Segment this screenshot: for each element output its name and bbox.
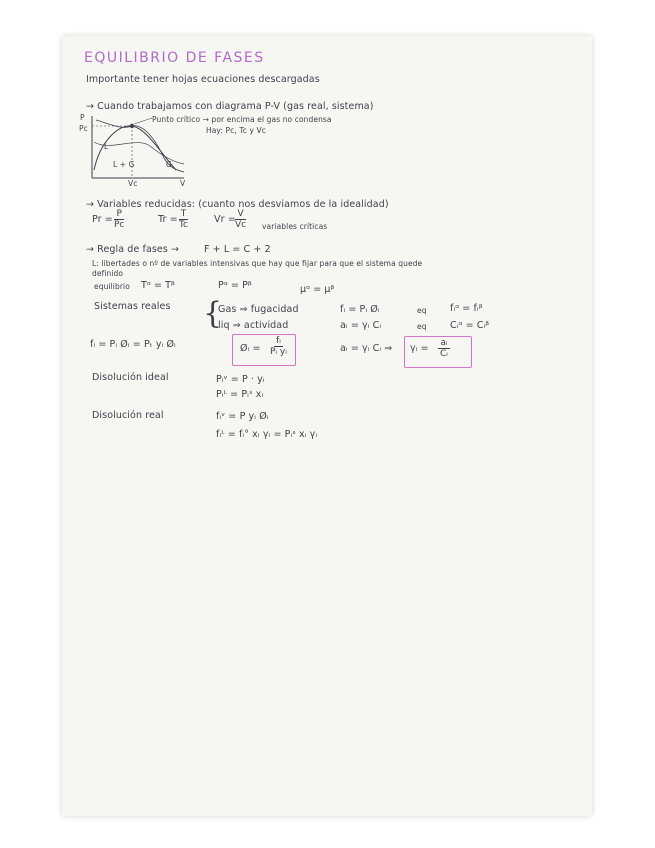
- phase-rule-definition: L: libertades o nº de variables intensivas que hay que fijar para que el sistema quede: [92, 259, 423, 268]
- phase-rule-definition-cont: definido: [92, 269, 124, 278]
- pv-axis-p: P: [80, 113, 85, 122]
- subtitle: Importante tener hojas ecuaciones descargadas: [86, 74, 320, 85]
- vr-numerator: V: [237, 209, 244, 219]
- real-systems-label: Sistemas reales: [94, 301, 171, 312]
- eq-tag-activity: eq: [417, 322, 427, 331]
- phi-denominator: Pᵢ yᵢ: [270, 347, 287, 357]
- pv-axis-pc: Pc: [79, 124, 88, 133]
- phi-label: Øᵢ =: [240, 343, 261, 354]
- fugacity-expression: fᵢ = Pᵢ Øᵢ = Pₜ yᵢ Øᵢ: [90, 339, 176, 350]
- real-solution-liquid: fᵢᴸ = fᵢ° xᵢ γᵢ = Pᵢˢ xᵢ γᵢ: [216, 429, 318, 440]
- ideal-solution-liquid: Pᵢᴸ = Pᵢˢ xᵢ: [216, 389, 264, 400]
- pv-region-l: L: [104, 142, 109, 151]
- pv-axis-v: V: [180, 179, 186, 188]
- pr-denominator: Pc: [114, 220, 125, 230]
- activity-equilibrium: Cᵢᵅ = Cᵢᵝ: [450, 320, 490, 331]
- equilibrium-chemical-potential: μᵅ = μᵝ: [300, 284, 335, 295]
- equilibrium-pressure: Pᵅ = Pᵝ: [218, 280, 252, 291]
- gas-fugacity-line: Gas ⇒ fugacidad: [218, 304, 299, 315]
- reduced-heading: → Variables reducidas: (cuanto nos desviamos de la idealidad): [86, 199, 389, 210]
- phase-rule-heading: → Regla de fases →: [86, 244, 180, 255]
- real-solution-vapor: fᵢᵛ = P yᵢ Øᵢ: [216, 411, 269, 422]
- critical-variables-note: variables críticas: [262, 222, 328, 231]
- pv-axis-vc: Vc: [128, 179, 138, 188]
- gamma-label: γᵢ =: [410, 343, 429, 354]
- real-solution-label: Disolución real: [92, 410, 164, 421]
- pv-note-critical: Punto crítico → por encima el gas no condensa: [152, 115, 332, 124]
- tr-label: Tr =: [158, 214, 178, 225]
- liquid-activity-line: liq ⇒ actividad: [218, 320, 289, 331]
- ideal-solution-vapor: Pᵢᵛ = P · yᵢ: [216, 374, 265, 385]
- vr-fraction: [233, 209, 248, 230]
- page-title: EQUILIBRIO DE FASES: [84, 50, 265, 66]
- pr-label: Pr =: [92, 214, 113, 225]
- fugacity-equilibrium: fᵢᵅ = fᵢᵝ: [450, 303, 483, 314]
- eq-tag-fugacity: eq: [417, 306, 427, 315]
- tr-fraction: [177, 209, 190, 230]
- pv-region-g: G: [166, 160, 172, 169]
- pv-heading: → Cuando trabajamos con diagrama P-V (gas real, sistema): [86, 101, 374, 112]
- pv-note-constants: Hay: Pc, Tc y Vc: [206, 126, 266, 135]
- activity-expression: aᵢ = γᵢ Cᵢ ⇒: [340, 343, 393, 354]
- ideal-solution-label: Disolución ideal: [92, 372, 169, 383]
- systems-brace: {: [203, 296, 223, 331]
- tr-denominator: Tc: [179, 220, 188, 230]
- equilibrium-temperature: Tᵅ = Tᵝ: [141, 280, 175, 291]
- phi-numerator: fᵢ: [276, 336, 281, 346]
- phase-rule-formula: F + L = C + 2: [204, 244, 271, 255]
- tr-numerator: T: [180, 209, 187, 219]
- vr-denominator: Vc: [235, 220, 247, 230]
- pr-numerator: P: [116, 209, 122, 219]
- gamma-denominator: Cᵢ: [440, 349, 448, 359]
- fugacity-definition: fᵢ = Pᵢ Øᵢ: [340, 304, 380, 315]
- pv-region-lg: L + G: [113, 160, 135, 169]
- phi-fraction: [268, 336, 289, 357]
- activity-definition: aᵢ = γᵢ Cᵢ: [340, 320, 382, 331]
- pr-fraction: [112, 209, 126, 230]
- gamma-numerator: aᵢ: [440, 338, 448, 348]
- vr-label: Vr =: [214, 214, 236, 225]
- equilibrium-label: equilibrio: [94, 282, 130, 291]
- gamma-fraction: [438, 338, 450, 359]
